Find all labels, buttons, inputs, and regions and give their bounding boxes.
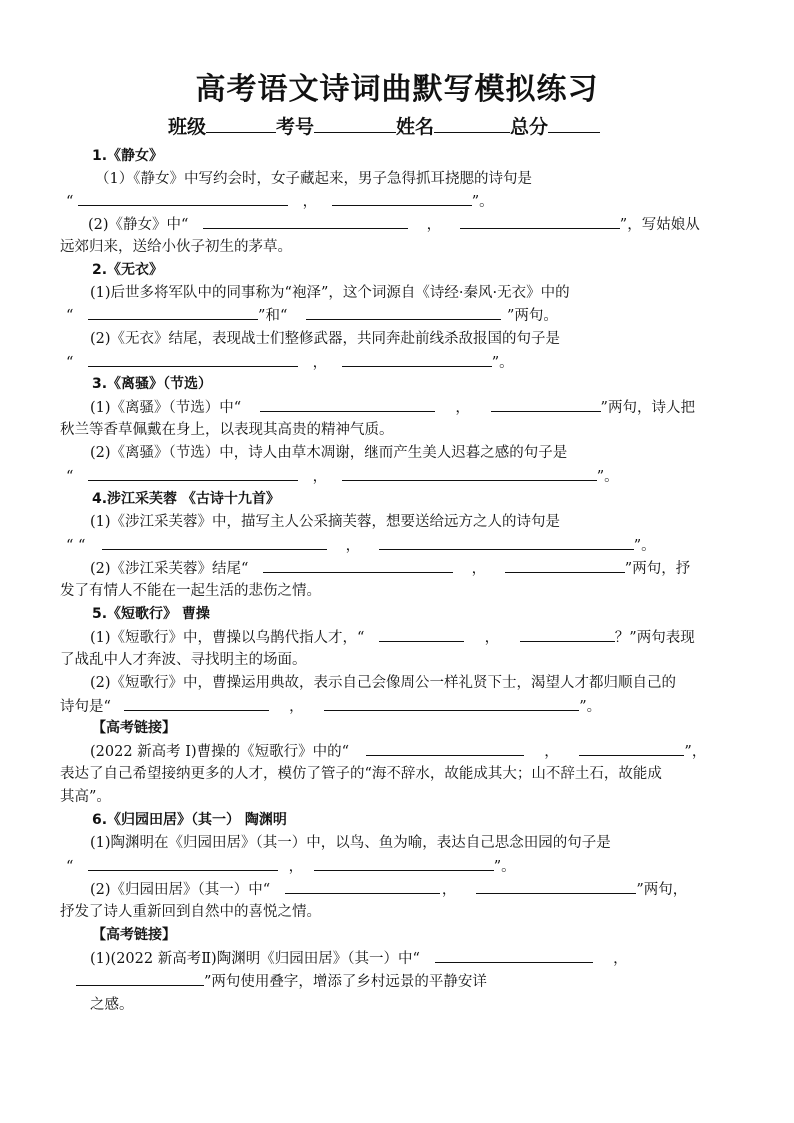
comma: ， [484,630,500,646]
comma: ， [426,217,442,233]
question-text: (2022 新高考 I)曹操的《短歌行》中的“ [90,744,350,760]
answer-line [60,696,601,717]
question-text: ”两句，诗人把 [600,400,695,416]
question-text: 秋兰等香草佩戴在身上，以表现其高贵的精神气质。 [60,422,394,438]
name-blank[interactable] [434,114,510,133]
section-heading: 6.《归园田居》（其一） 陶渊明 [92,812,287,828]
answer-blank[interactable] [379,535,634,550]
answer-line [88,214,700,235]
answer-line [66,352,514,373]
answer-blank[interactable] [342,466,597,481]
class-label: 班级 [168,116,207,138]
quote-close: ”， [684,744,707,760]
quote-close: ”。 [471,194,494,210]
comma: ， [302,194,318,210]
answer-blank[interactable] [88,856,278,871]
answer-blank[interactable] [476,879,636,894]
answer-line [66,535,656,556]
answer-blank[interactable] [520,627,615,642]
quote-open: “ [66,194,74,210]
section-heading: 3.《离骚》（节选） [92,376,213,392]
answer-blank[interactable] [314,856,494,871]
answer-line [66,466,619,487]
question-text: (1)《短歌行》中，曹操以乌鹊代指人才，“ [90,630,365,646]
question-text: （1）《静女》中写约会时，女子藏起来，男子急得抓耳挠腮的诗句是 [95,171,532,187]
comma: ， [441,882,457,898]
question-text: ”两句使用叠字，增添了乡村远景的平静安详 [204,974,487,990]
section-heading: 5.《短歌行》 曹操 [92,606,210,622]
connector: ”和“ [258,308,288,324]
answer-blank[interactable] [306,305,501,320]
answer-blank[interactable] [203,214,408,229]
answer-blank[interactable] [332,191,472,206]
quote-open: “ [66,308,74,324]
comma: ， [289,699,304,715]
student-info-line [168,112,600,139]
section-heading: 4.涉江采芙蓉 《古诗十九首》 [92,491,280,507]
quote-open: “ [66,859,74,875]
answer-line [90,948,628,969]
quote-close: ”。 [493,859,516,875]
comma: ， [288,859,304,875]
comma: ， [471,561,487,577]
question-text: 表达了自己希望接纳更多的人才，模仿了管子的“海不辞水，故能成其大；山不辞土石，故能成 [60,766,662,782]
quote-close: ”。 [633,538,656,554]
question-text: ？”两句表现 [614,630,695,646]
answer-blank[interactable] [88,352,298,367]
answer-blank[interactable] [102,535,327,550]
question-text: (1)陶渊明在《归园田居》（其一）中，以鸟、鱼为喻，表达自己思念田园的句子是 [90,835,611,851]
question-text: 之感。 [90,997,134,1013]
question-text: ”，写姑娘从 [619,217,700,233]
answer-blank[interactable] [88,466,298,481]
answer-blank[interactable] [263,558,453,573]
comma: ， [345,538,361,554]
answer-blank[interactable] [76,971,204,986]
answer-line [76,971,487,992]
answer-blank[interactable] [78,191,288,206]
answer-blank[interactable] [260,397,435,412]
comma: ， [455,400,470,416]
answer-line [90,558,690,579]
exam-no-label: 考号 [276,116,315,138]
answer-blank[interactable] [366,741,524,756]
question-text: (2)《短歌行》中，曹操运用典故，表示自己会像周公一样礼贤下士，渴望人才都归顺自己的 [90,675,677,691]
answer-line [90,741,706,762]
answer-blank[interactable] [324,696,579,711]
answer-line [66,191,494,212]
quote-open: “ [66,469,74,485]
score-blank[interactable] [548,114,600,133]
exam-no-blank[interactable] [314,114,396,133]
exam-link-heading: 【高考链接】 [92,720,176,736]
question-text: (1)《涉江采芙蓉》中，描写主人公采摘芙蓉，想要送给远方之人的诗句是 [90,514,561,530]
question-text: 远郊归来，送给小伙子初生的茅草。 [60,239,292,255]
answer-blank[interactable] [342,352,492,367]
question-text: 了战乱中人才奔波、寻找明主的场面。 [60,652,307,668]
question-text: 其高”。 [60,789,111,805]
question-text: 抒发了诗人重新回到自然中的喜悦之情。 [60,904,321,920]
comma: ， [312,469,328,485]
quote-close: ”。 [579,699,602,715]
answer-blank[interactable] [124,696,269,711]
quote-close: ”两句。 [506,308,558,324]
exam-link-heading: 【高考链接】 [92,927,176,943]
question-text: ”两句， [636,882,688,898]
quote-open: “ [66,355,74,371]
name-label: 姓名 [396,116,435,138]
answer-line [90,397,695,418]
quote-open: “ “ [66,538,86,554]
answer-line [66,856,516,877]
answer-blank[interactable] [579,741,684,756]
question-text: (1)《离骚》（节选）中“ [90,400,242,416]
question-text: (1)(2022 新高考Ⅱ)陶渊明《归园田居》（其一）中“ [90,951,420,967]
answer-blank[interactable] [505,558,625,573]
question-text: (2)《离骚》（节选）中，诗人由草木凋谢，继而产生美人迟暮之感的句子是 [90,445,568,461]
question-text: 发了有情人不能在一起生活的悲伤之情。 [60,583,321,599]
question-text: (2)《静女》中“ [88,217,189,233]
comma: ， [613,951,628,967]
question-text: (2)《归园田居》（其一）中“ [90,882,271,898]
quote-close: ”。 [491,355,514,371]
answer-blank[interactable] [435,948,593,963]
answer-blank[interactable] [491,397,601,412]
answer-line [66,305,558,326]
answer-blank[interactable] [285,879,440,894]
section-heading: 2.《无衣》 [92,262,164,278]
comma: ， [312,355,328,371]
question-text: (2)《无衣》结尾，表现战士们整修武器，共同奔赴前线杀敌报国的句子是 [90,331,561,347]
score-label: 总分 [510,116,549,138]
section-heading: 1.《静女》 [92,148,164,164]
class-blank[interactable] [206,114,276,133]
page-title: 高考语文诗词曲默写模拟练习 [195,72,599,107]
answer-line [90,627,695,648]
question-text: ”两句，抒 [624,561,691,577]
answer-blank[interactable] [460,214,620,229]
quote-close: ”。 [596,469,619,485]
answer-line [90,879,687,900]
comma: ， [544,744,559,760]
question-text: (2)《涉江采芙蓉》结尾“ [90,561,249,577]
answer-blank[interactable] [379,627,464,642]
answer-blank[interactable] [88,305,258,320]
question-text: (1)后世多将军队中的同事称为“袍泽”，这个词源自《诗经·秦风·无衣》中的 [90,285,570,301]
question-text: 诗句是“ [60,699,111,715]
